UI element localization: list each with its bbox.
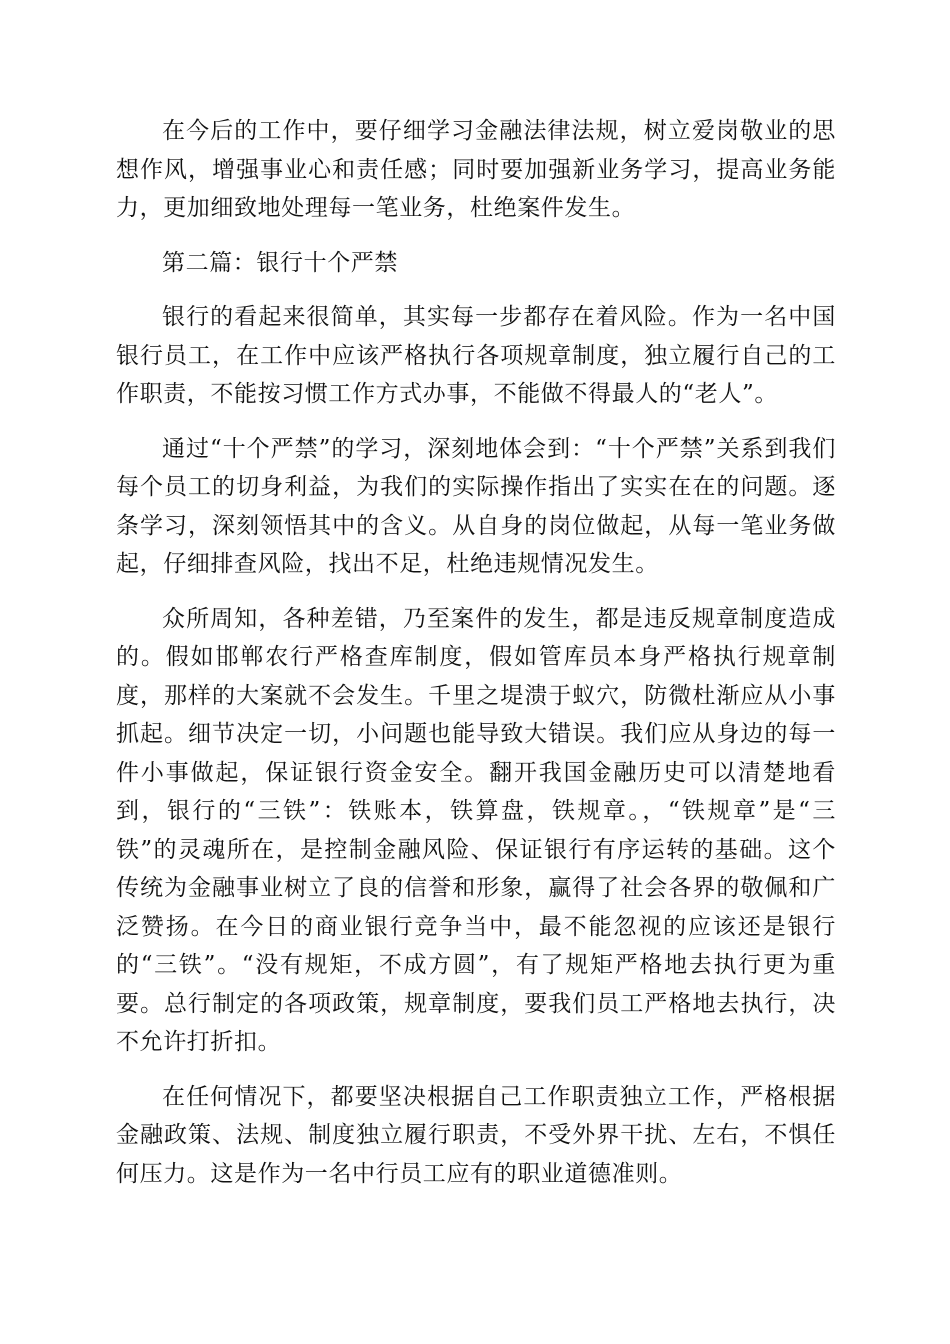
paragraph-ten-prohibitions: 通过“十个严禁”的学习，深刻地体会到：“十个严禁”关系到我们每个员工的切身利益，为我们的实际操作指出了实实在在的问题。逐条学习，深刻领悟其中的含义。从自身的岗位做起，从每一笔业务做起，仔细排查风险，找出不足，杜绝违规情况发生。: [116, 435, 836, 577]
paragraph-bank-risk: 银行的看起来很简单，其实每一步都存在着风险。作为一名中国银行员工，在工作中应该严格执行各项规章制度，独立履行自己的工作职责，不能按习惯工作方式办事，不能做不得最人的“老人”。: [116, 304, 836, 407]
paragraph-intro: 在今后的工作中，要仔细学习金融法律法规，树立爱岗敬业的思想作风，增强事业心和责任感；同时要加强新业务学习，提高业务能力，更加细致地处理每一笔业务，杜绝案件发生。: [116, 118, 836, 221]
paragraph-ethics: 在任何情况下，都要坚决根据自己工作职责独立工作，严格根据金融政策、法规、制度独立履行职责，不受外界干扰、左右，不惧任何压力。这是作为一名中行员工应有的职业道德准则。: [116, 1083, 836, 1187]
section-heading: 第二篇：银行十个严禁: [162, 249, 398, 276]
document-page: [116, 112, 836, 1209]
paragraph-three-iron: 众所周知，各种差错，乃至案件的发生，都是违反规章制度造成的。假如邯郸农行严格查库制度，假如管库员本身严格执行规章制度，那样的大案就不会发生。千里之堤溃于蚁穴，防微杜渐应从小事抓起。细节决定一切，小问题也能导致大错误。我们应从身边的每一件小事做起，保证银行资金安全。翻开我国金融历史可以清楚地看到，银行的“三铁”：铁账本，铁算盘，铁规章。，“铁规章”是“三铁”的灵魂所在，是控制金融风险、保证银行有序运转的基础。这个传统为金融事业树立了良的信誉和形象，赢得了社会各界的敬佩和广泛赞扬。在今日的商业银行竞争当中，最不能忽视的应该还是银行的“三铁”。“没有规矩，不成方圆”，有了规矩严格地去执行更为重要。总行制定的各项政策，规章制度，要我们员工严格地去执行，决不允许打折扣。: [116, 605, 836, 1055]
